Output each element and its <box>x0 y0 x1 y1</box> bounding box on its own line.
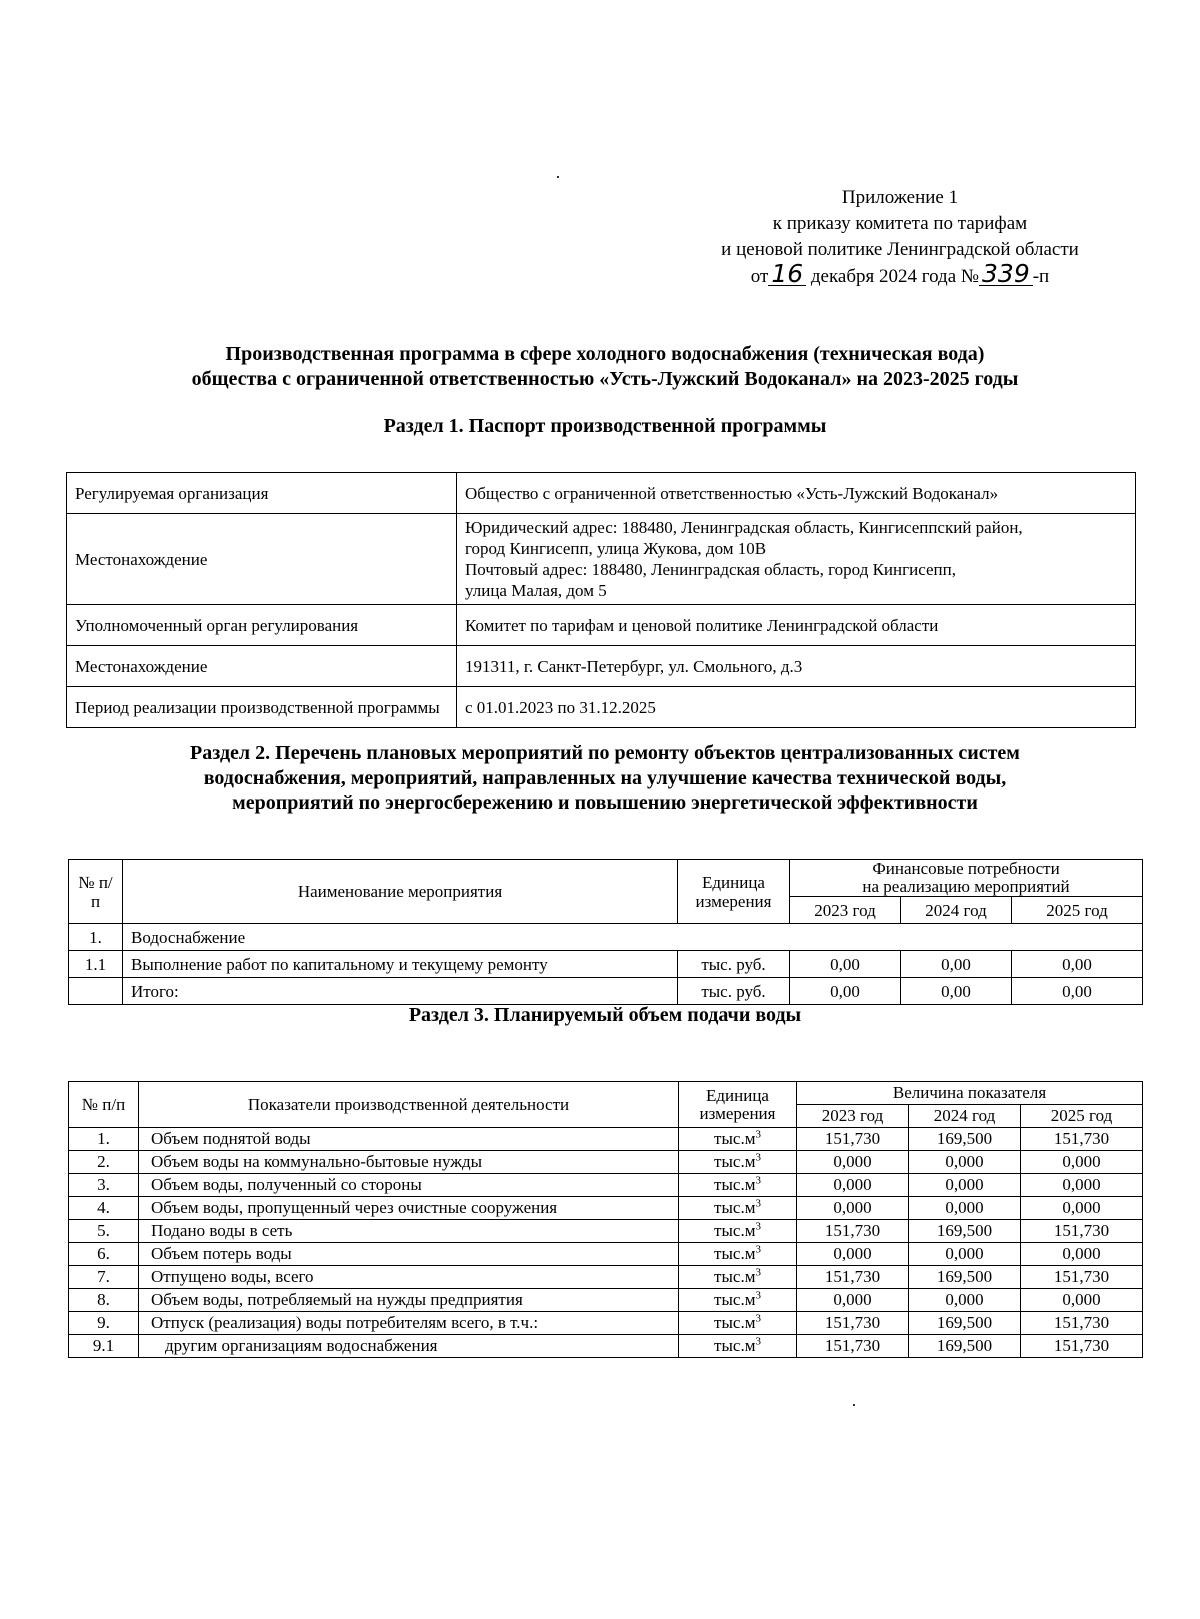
table-row <box>69 1312 1143 1335</box>
passport-value-line: Комитет по тарифам и ценовой политике Ленинградской области <box>465 615 939 635</box>
col-header-year: 2025 год <box>1021 1105 1143 1128</box>
passport-value-line: Почтовый адрес: 188480, Ленинградская область, город Кингисепп, <box>465 560 956 579</box>
unit-base: тыс.м <box>714 1198 756 1217</box>
row-value: 169,500 <box>909 1220 1021 1243</box>
row-value: 0,000 <box>1021 1151 1143 1174</box>
col-header-year: 2024 год <box>901 897 1012 924</box>
unit-superscript: 3 <box>755 1335 761 1348</box>
row-group-name: Водоснабжение <box>123 924 1143 951</box>
unit-base: тыс.м <box>714 1267 756 1286</box>
passport-value-line: улица Малая, дом 5 <box>465 581 607 600</box>
row-name: Итого: <box>123 978 678 1005</box>
row-num: 1.1 <box>69 951 123 978</box>
row-name: Отпуск (реализация) воды потребителям всего, в т.ч.: <box>139 1312 679 1335</box>
unit-base: тыс.м <box>714 1244 756 1263</box>
passport-value-line: с 01.01.2023 по 31.12.2025 <box>465 697 656 717</box>
row-num: 4. <box>69 1197 139 1220</box>
passport-label: Период реализации производственной программы <box>67 687 457 728</box>
row-value: 169,500 <box>909 1312 1021 1335</box>
row-name: Объем воды, потребляемый на нужды предприятия <box>139 1289 679 1312</box>
row-value: 151,730 <box>797 1266 909 1289</box>
row-value: 0,000 <box>909 1289 1021 1312</box>
row-value: 169,500 <box>909 1128 1021 1151</box>
row-name: Выполнение работ по капитальному и текущему ремонту <box>123 951 678 978</box>
row-num: 8. <box>69 1289 139 1312</box>
row-value: 0,00 <box>790 951 901 978</box>
passport-label: Регулируемая организация <box>67 473 457 514</box>
passport-label: Уполномоченный орган регулирования <box>67 605 457 646</box>
table-row <box>67 687 1136 728</box>
row-value: 0,000 <box>909 1174 1021 1197</box>
row-value: 151,730 <box>1021 1335 1143 1358</box>
passport-value <box>457 687 1136 728</box>
row-value: 0,000 <box>909 1151 1021 1174</box>
row-num: 2. <box>69 1151 139 1174</box>
unit-superscript: 3 <box>755 1197 761 1210</box>
row-num: 1. <box>69 924 123 951</box>
table-row <box>69 1128 1143 1151</box>
col-header-unit: Единица измерения <box>679 1082 797 1128</box>
row-value: 0,000 <box>797 1174 909 1197</box>
passport-value <box>457 514 1136 605</box>
row-unit: тыс. руб. <box>678 951 790 978</box>
row-name: Объем воды, полученный со стороны <box>139 1174 679 1197</box>
section3-heading <box>60 1003 1150 1028</box>
scan-speck <box>557 176 559 178</box>
unit-superscript: 3 <box>755 1243 761 1256</box>
order-date-line <box>660 259 1140 290</box>
row-value: 0,00 <box>790 978 901 1005</box>
row-unit <box>679 1197 797 1220</box>
table-row <box>69 1197 1143 1220</box>
section2-heading <box>60 741 1150 816</box>
row-value: 151,730 <box>1021 1266 1143 1289</box>
table-row <box>69 1289 1143 1312</box>
handwritten-day: 16 <box>768 263 806 286</box>
row-value: 151,730 <box>1021 1312 1143 1335</box>
unit-base: тыс.м <box>714 1152 756 1171</box>
row-unit <box>679 1243 797 1266</box>
unit-superscript: 3 <box>755 1266 761 1279</box>
row-num: 5. <box>69 1220 139 1243</box>
section1-heading-text: Раздел 1. Паспорт производственной программы <box>383 415 827 437</box>
table-row <box>69 951 1143 978</box>
col-header-value-group: Величина показателя <box>797 1082 1143 1105</box>
unit-base: тыс.м <box>714 1175 756 1194</box>
unit-superscript: 3 <box>755 1289 761 1302</box>
row-name: Отпущено воды, всего <box>139 1266 679 1289</box>
passport-value-line: 191311, г. Санкт-Петербург, ул. Смольного, д.3 <box>465 656 803 676</box>
row-value: 151,730 <box>1021 1220 1143 1243</box>
col-header-finance <box>790 860 1143 897</box>
col-header-year: 2024 год <box>909 1105 1021 1128</box>
order-suffix: -п <box>1032 266 1050 287</box>
row-num: 9.1 <box>69 1335 139 1358</box>
measures-table <box>68 859 1143 1005</box>
col-header-unit: Единица измерения <box>678 860 790 924</box>
col-header-name: Наименование мероприятия <box>123 860 678 924</box>
row-num: 1. <box>69 1128 139 1151</box>
table-row <box>69 924 1143 951</box>
row-value: 151,730 <box>797 1335 909 1358</box>
passport-value <box>457 646 1136 687</box>
row-unit <box>679 1128 797 1151</box>
table-row <box>69 1335 1143 1358</box>
passport-value <box>457 473 1136 514</box>
col-header-year: 2025 год <box>1012 897 1143 924</box>
unit-superscript: 3 <box>755 1312 761 1325</box>
document-title <box>60 342 1150 392</box>
row-unit <box>679 1220 797 1243</box>
row-value: 169,500 <box>909 1266 1021 1289</box>
row-name: Объем воды на коммунально-бытовые нужды <box>139 1151 679 1174</box>
row-value: 151,730 <box>797 1220 909 1243</box>
appendix-line: Приложение 1 <box>841 187 959 208</box>
unit-base: тыс.м <box>714 1313 756 1332</box>
row-value: 151,730 <box>797 1312 909 1335</box>
passport-value-line: Общество с ограниченной ответственностью «Усть-Лужский Водоканал» <box>465 483 999 503</box>
table-row <box>67 646 1136 687</box>
row-value: 0,000 <box>909 1197 1021 1220</box>
row-unit <box>679 1266 797 1289</box>
section2-heading-line-1: Раздел 2. Перечень плановых мероприятий по ремонту объектов централизованных систем <box>190 742 1020 764</box>
unit-base: тыс.м <box>714 1290 756 1309</box>
col-header-year: 2023 год <box>790 897 901 924</box>
row-value: 0,000 <box>797 1243 909 1266</box>
row-value: 0,000 <box>909 1243 1021 1266</box>
row-unit <box>679 1312 797 1335</box>
row-unit <box>679 1289 797 1312</box>
passport-label: Местонахождение <box>67 514 457 605</box>
row-value: 0,00 <box>1012 978 1143 1005</box>
row-value: 0,000 <box>797 1151 909 1174</box>
row-value: 0,00 <box>901 978 1012 1005</box>
row-name: Объем поднятой воды <box>139 1128 679 1151</box>
table-row <box>67 605 1136 646</box>
order-line-2: и ценовой политике Ленинградской области <box>721 239 1079 260</box>
table-row <box>69 978 1143 1005</box>
unit-superscript: 3 <box>755 1174 761 1187</box>
finance-header-line-2: на реализацию мероприятий <box>862 877 1070 896</box>
table-row <box>67 514 1136 605</box>
row-num: 7. <box>69 1266 139 1289</box>
passport-label: Местонахождение <box>67 646 457 687</box>
date-prefix: от <box>750 266 769 287</box>
unit-base: тыс.м <box>714 1221 756 1240</box>
section2-heading-line-3: мероприятий по энергосбережению и повышению энергетической эффективности <box>232 792 978 814</box>
section1-heading <box>60 414 1150 439</box>
title-line-2: общества с ограниченной ответственностью «Усть-Лужский Водоканал» на 2023-2025 годы <box>191 368 1019 390</box>
row-value: 0,000 <box>797 1289 909 1312</box>
row-name: Объем потерь воды <box>139 1243 679 1266</box>
row-value: 0,000 <box>1021 1243 1143 1266</box>
unit-superscript: 3 <box>755 1220 761 1233</box>
row-num: 9. <box>69 1312 139 1335</box>
unit-superscript: 3 <box>755 1151 761 1164</box>
finance-header-line-1: Финансовые потребности <box>872 859 1060 878</box>
row-value: 0,00 <box>1012 951 1143 978</box>
row-unit: тыс. руб. <box>678 978 790 1005</box>
passport-value <box>457 605 1136 646</box>
row-value: 0,00 <box>901 951 1012 978</box>
row-name: Подано воды в сеть <box>139 1220 679 1243</box>
col-header-num: № п/п <box>69 1082 139 1128</box>
unit-base: тыс.м <box>714 1336 756 1355</box>
appendix-header <box>660 185 1140 290</box>
title-line-1: Производственная программа в сфере холодного водоснабжения (техническая вода) <box>225 343 985 365</box>
row-num <box>69 978 123 1005</box>
row-value: 151,730 <box>797 1128 909 1151</box>
row-value: 0,000 <box>1021 1174 1143 1197</box>
passport-table <box>66 472 1136 728</box>
row-value: 151,730 <box>1021 1128 1143 1151</box>
row-value: 0,000 <box>797 1197 909 1220</box>
table-row <box>69 1151 1143 1174</box>
col-header-num: № п/п <box>69 860 123 924</box>
row-num: 6. <box>69 1243 139 1266</box>
row-value: 0,000 <box>1021 1197 1143 1220</box>
section3-heading-text: Раздел 3. Планируемый объем подачи воды <box>408 1004 802 1026</box>
row-value: 169,500 <box>909 1335 1021 1358</box>
scan-speck <box>853 1404 855 1406</box>
table-row <box>69 1243 1143 1266</box>
row-name: Объем воды, пропущенный через очистные сооружения <box>139 1197 679 1220</box>
row-unit <box>679 1335 797 1358</box>
col-header-year: 2023 год <box>797 1105 909 1128</box>
table-row <box>69 1174 1143 1197</box>
row-num: 3. <box>69 1174 139 1197</box>
water-volume-table <box>68 1081 1143 1358</box>
passport-value-line: Юридический адрес: 188480, Ленинградская область, Кингисеппский район, <box>465 518 1023 537</box>
row-name: другим организациям водоснабжения <box>139 1335 679 1358</box>
order-line-1: к приказу комитета по тарифам <box>772 213 1028 234</box>
unit-base: тыс.м <box>714 1129 756 1148</box>
date-middle: декабря 2024 года № <box>810 266 980 287</box>
table-row <box>69 1220 1143 1243</box>
passport-value-line: город Кингисепп, улица Жукова, дом 10В <box>465 539 767 558</box>
table-row <box>67 473 1136 514</box>
col-header-name: Показатели производственной деятельности <box>139 1082 679 1128</box>
row-unit <box>679 1174 797 1197</box>
row-unit <box>679 1151 797 1174</box>
handwritten-order-number: 339 <box>979 263 1033 286</box>
table-row <box>69 1266 1143 1289</box>
section2-heading-line-2: водоснабжения, мероприятий, направленных на улучшение качества технической воды, <box>203 767 1007 789</box>
unit-superscript: 3 <box>755 1128 761 1141</box>
row-value: 0,000 <box>1021 1289 1143 1312</box>
